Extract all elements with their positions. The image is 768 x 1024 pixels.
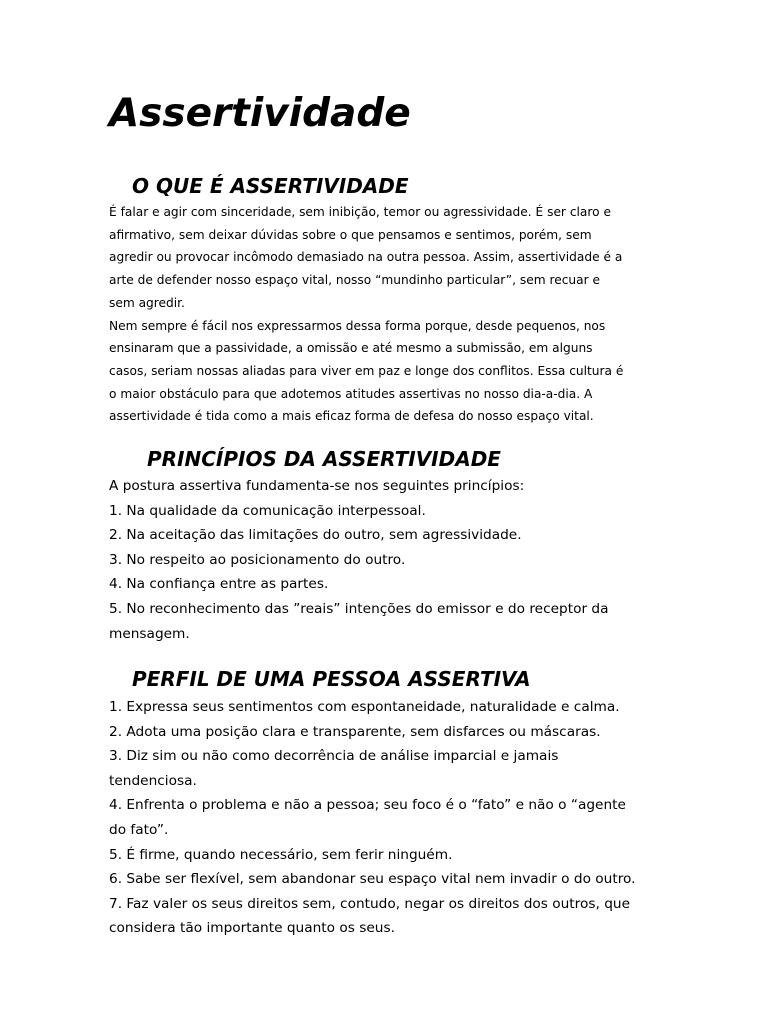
- list-item: 6. Sabe ser flexível, sem abandonar seu espaço vital nem invadir o do outro.: [109, 871, 636, 888]
- list-item: 5. No reconhecimento das ”reais” intenções do emissor e do receptor da: [109, 600, 609, 617]
- list-item: 2. Adota uma posição clara e transparente, sem disfarces ou máscaras.: [109, 723, 601, 740]
- body-line: assertividade é tida como a mais eficaz forma de defesa do nosso espaço vital.: [109, 409, 594, 424]
- list-item: 4. Na confiança entre as partes.: [109, 576, 329, 593]
- body-line: arte de defender nosso espaço vital, nosso “mundinho particular”, sem recuar e: [109, 273, 600, 288]
- list-item: 5. É firme, quando necessário, sem ferir ninguém.: [109, 846, 453, 863]
- list-item: 1. Expressa seus sentimentos com espontaneidade, naturalidade e calma.: [109, 699, 620, 715]
- section-heading-profile: PERFIL DE UMA PESSOA ASSERTIVA: [132, 667, 531, 691]
- list-item: mensagem.: [109, 625, 190, 642]
- section-body-profile: [109, 695, 669, 941]
- list-item: 1. Na qualidade da comunicação interpessoal.: [109, 502, 426, 519]
- list-item: 4. Enfrenta o problema e não a pessoa; seu foco é o “fato” e não o “agente: [109, 797, 626, 814]
- body-line: afirmativo, sem deixar dúvidas sobre o que pensamos e sentimos, porém, sem: [109, 227, 592, 242]
- body-line: A postura assertiva fundamenta-se nos seguintes princípios:: [109, 478, 525, 494]
- list-item: 3. No respeito ao posicionamento do outro.: [109, 551, 406, 568]
- body-line: agredir ou provocar incômodo demasiado na outra pessoa. Assim, assertividade é a: [109, 250, 623, 265]
- document-title: Assertividade: [109, 91, 411, 136]
- section-body-what-is: [109, 201, 669, 428]
- body-line: casos, seriam nossas aliadas para viver em paz e longe dos conflitos. Essa cultura é: [109, 363, 624, 378]
- section-heading-principles: PRINCÍPIOS DA ASSERTIVIDADE: [147, 447, 501, 471]
- body-line: o maior obstáculo para que adotemos atitudes assertivas no nosso dia-a-dia. A: [109, 386, 593, 401]
- body-line: Nem sempre é fácil nos expressarmos dessa forma porque, desde pequenos, nos: [109, 318, 606, 333]
- section-body-principles: [109, 474, 669, 646]
- body-line: É falar e agir com sinceridade, sem inibição, temor ou agressividade. É ser claro e: [109, 205, 611, 219]
- list-item: 7. Faz valer os seus direitos sem, contudo, negar os direitos dos outros, que: [109, 895, 630, 912]
- list-item: 3. Diz sim ou não como decorrência de análise imparcial e jamais: [109, 748, 559, 765]
- list-item: considera tão importante quanto os seus.: [109, 920, 395, 937]
- body-line: ensinaram que a passividade, a omissão e até mesmo a submissão, em alguns: [109, 341, 593, 356]
- section-heading-what-is: O QUE É ASSERTIVIDADE: [132, 174, 409, 198]
- list-item: do fato”.: [109, 821, 169, 838]
- list-item: 2. Na aceitação das limitações do outro, sem agressividade.: [109, 527, 522, 544]
- list-item: tendenciosa.: [109, 772, 197, 789]
- body-line: sem agredir.: [109, 295, 185, 310]
